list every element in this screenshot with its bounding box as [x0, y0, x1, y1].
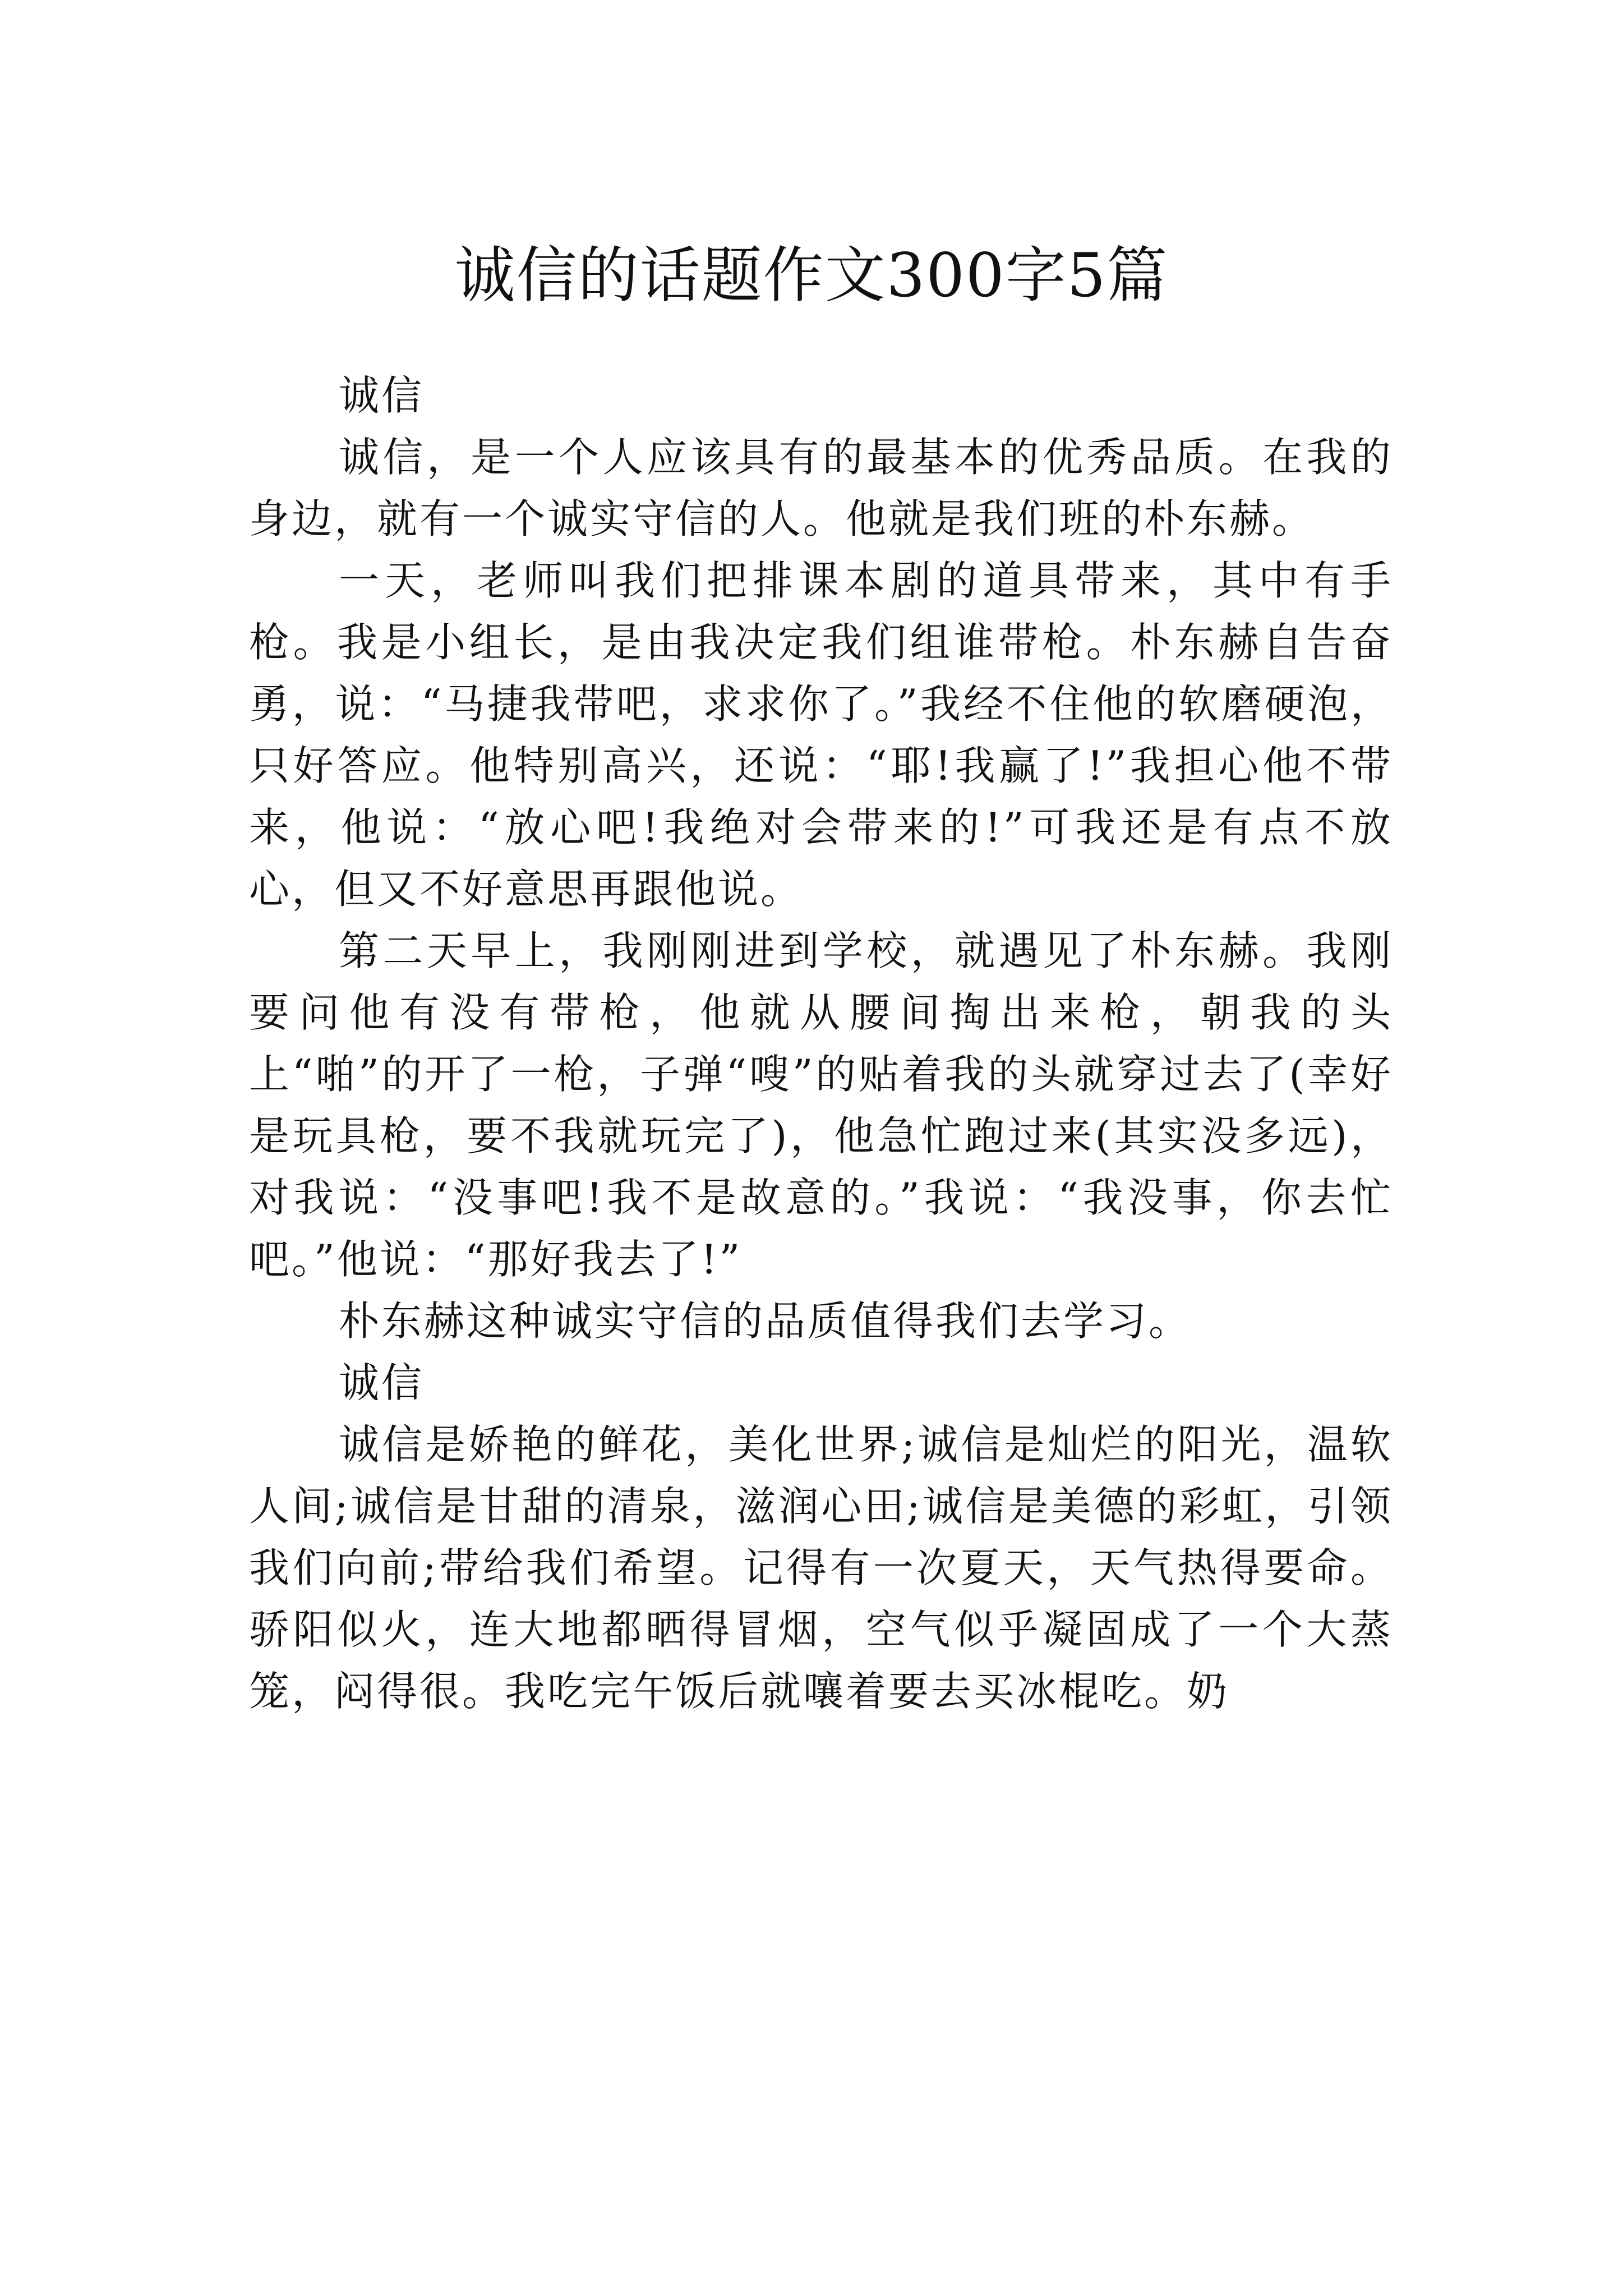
- document-title: 诚信的话题作文300字5篇: [454, 241, 1169, 311]
- document-body: [249, 365, 1393, 1722]
- paragraph: 第二天早上，我刚刚进到学校，就遇见了朴东赫。我刚要问他有没有带枪，他就从腰间掏出来枪，朝我的头上“啪”的开了一枪，子弹“嗖”的贴着我的头就穿过去了(幸好是玩具枪，要不我就玩完了)，他急忙跑过来(其实没多远)，对我说：“没事吧!我不是故意的。”我说：“我没事，你去忙吧。”他说：“那好我去了!”: [249, 927, 1393, 1283]
- paragraph-heading: 诚信: [339, 1359, 425, 1406]
- paragraph: 诚信，是一个人应该具有的最基本的优秀品质。在我的身边，就有一个诚实守信的人。他就是我们班的朴东赫。: [249, 434, 1393, 542]
- paragraph-heading: 诚信: [339, 372, 425, 419]
- paragraph: 朴东赫这种诚实守信的品质值得我们去学习。: [339, 1297, 1192, 1345]
- paragraph: 诚信是娇艳的鲜花，美化世界;诚信是灿烂的阳光，温软人间;诚信是甘甜的清泉，滋润心田;诚信是美德的彩虹，引领我们向前;带给我们希望。记得有一次夏天，天气热得要命。骄阳似火，连大地都晒得冒烟，空气似乎凝固成了一个大蒸笼，闷得很。我吃完午饭后就嚷着要去买冰棍吃。奶: [249, 1421, 1393, 1715]
- paragraph: 一天，老师叫我们把排课本剧的道具带来，其中有手枪。我是小组长，是由我决定我们组谁带枪。朴东赫自告奋勇，说：“马捷我带吧，求求你了。”我经不住他的软磨硬泡，只好答应。他特别高兴，还说：“耶!我赢了!”我担心他不带来，他说：“放心吧!我绝对会带来的!”可我还是有点不放心，但又不好意思再跟他说。: [249, 557, 1393, 913]
